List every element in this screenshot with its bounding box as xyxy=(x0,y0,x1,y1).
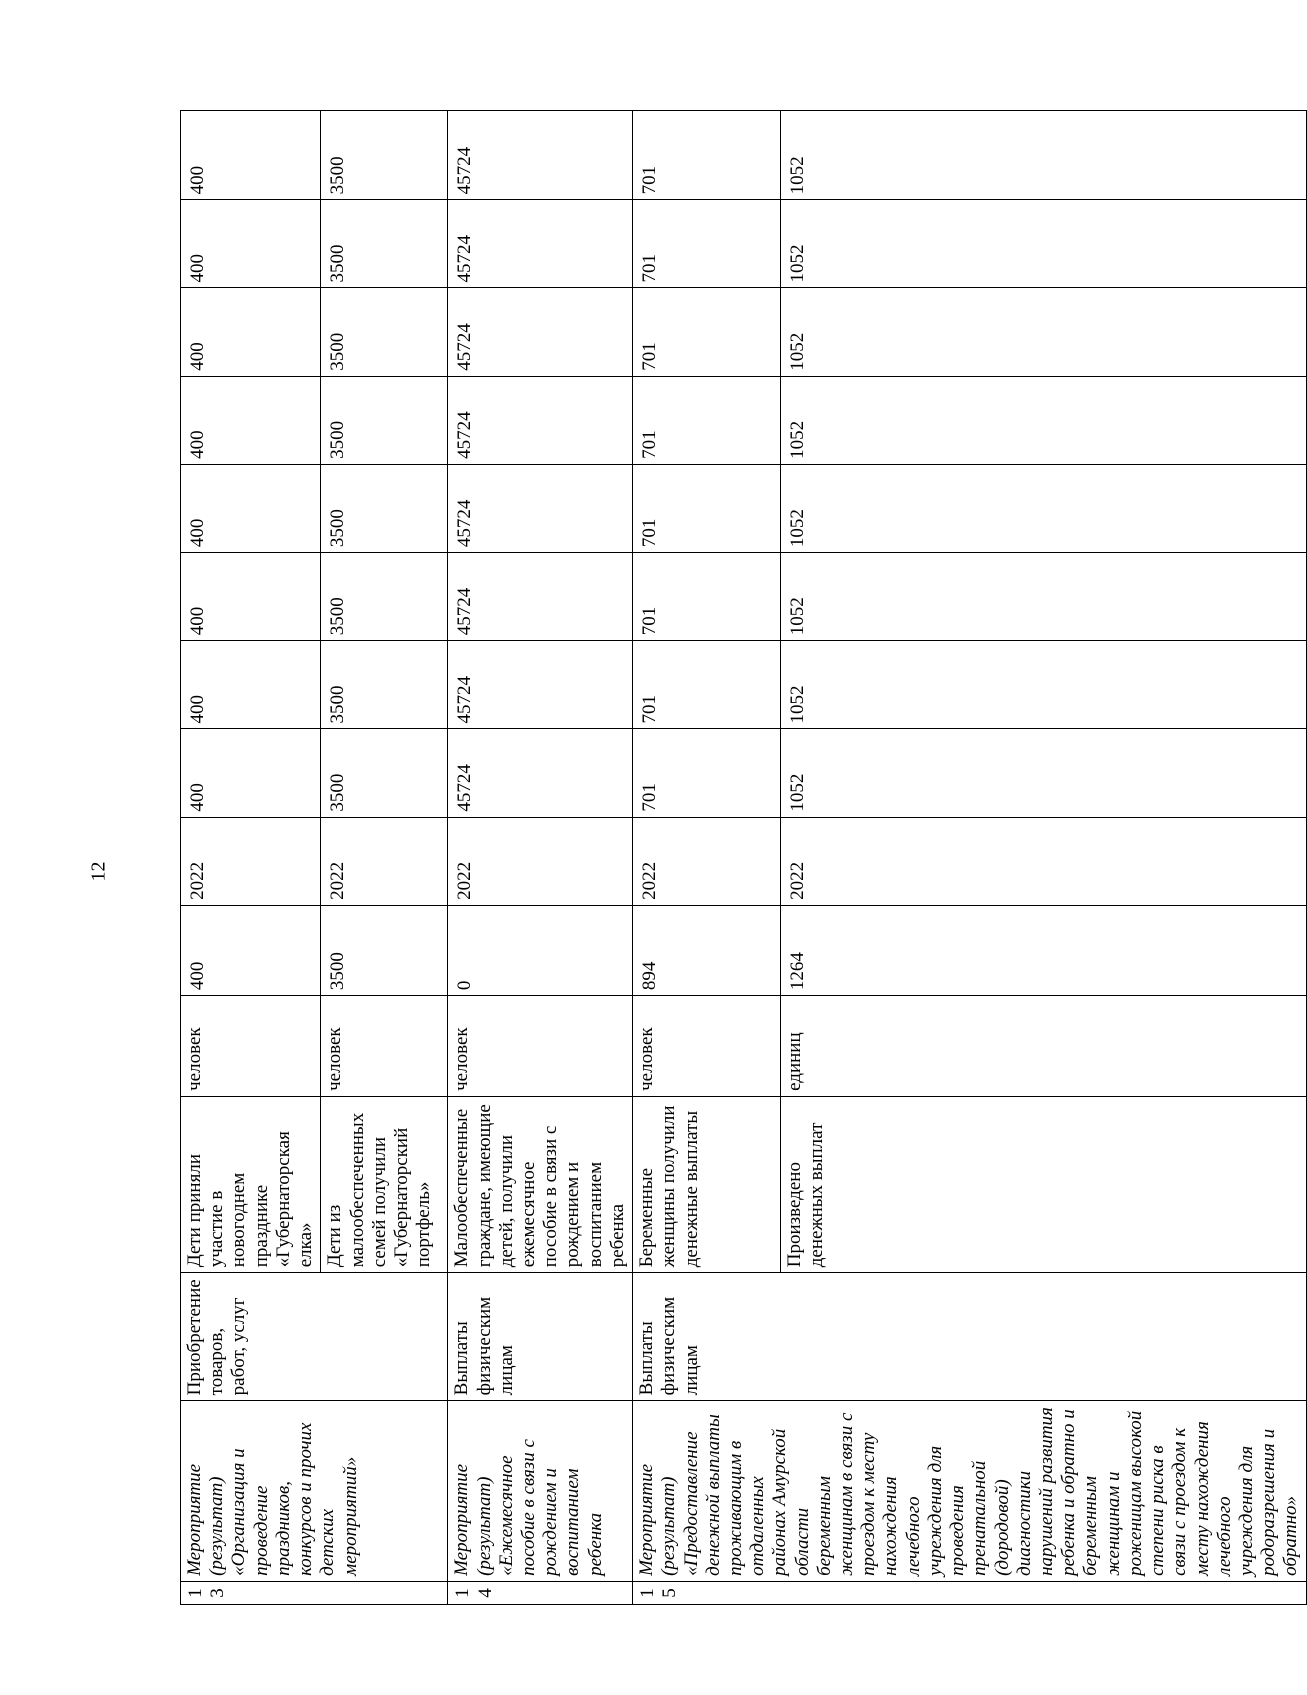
unit-cell: человек xyxy=(448,996,633,1097)
value-cell: 701 xyxy=(633,729,781,817)
indicator-cell: Произведено денежных выплат xyxy=(780,1096,1306,1272)
page-number: 12 xyxy=(87,861,110,882)
indicator-cell: Малообеспеченные граждане, имеющие детей, получили ежемесячное пособие в связи с рождением и воспитанием ребенка xyxy=(448,1096,633,1272)
value-cell: 1052 xyxy=(780,464,1306,552)
value-cell: 3500 xyxy=(321,288,448,376)
value-cell: 45724 xyxy=(448,288,633,376)
value-cell: 400 xyxy=(181,111,321,200)
unit-cell: единиц xyxy=(780,996,1306,1097)
value-cell: 1052 xyxy=(780,111,1306,200)
value-cell: 400 xyxy=(181,376,321,464)
year-cell: 2022 xyxy=(780,817,1306,905)
activity-cell: Мероприятие (результат) «Организация и проведение праздников, конкурсов и прочих детских мероприятий» xyxy=(181,1401,448,1582)
table-body xyxy=(181,111,1307,1605)
unit-cell: человек xyxy=(181,996,321,1097)
type-cell: Выплаты физическим лицам xyxy=(448,1273,633,1401)
base-value-cell: 0 xyxy=(448,905,633,995)
activity-cell: Мероприятие (результат) «Ежемесячное пособие в связи с рождением и воспитанием ребенка xyxy=(448,1401,633,1582)
base-value-cell: 400 xyxy=(181,905,321,995)
value-cell: 1052 xyxy=(780,641,1306,729)
value-cell: 3500 xyxy=(321,376,448,464)
value-cell: 3500 xyxy=(321,553,448,641)
base-value-cell: 1264 xyxy=(780,905,1306,995)
base-value-cell: 3500 xyxy=(321,905,448,995)
value-cell: 3500 xyxy=(321,641,448,729)
row-number-cell: 14 xyxy=(448,1581,633,1604)
value-cell: 701 xyxy=(633,641,781,729)
table-row xyxy=(181,111,321,1605)
value-cell: 701 xyxy=(633,376,781,464)
row-number-cell: 13 xyxy=(181,1581,448,1604)
year-cell: 2022 xyxy=(633,817,781,905)
year-cell: 2022 xyxy=(181,817,321,905)
value-cell: 701 xyxy=(633,111,781,200)
value-cell: 701 xyxy=(633,553,781,641)
rotated-table-wrapper xyxy=(180,110,1302,1605)
value-cell: 45724 xyxy=(448,200,633,288)
value-cell: 1052 xyxy=(780,200,1306,288)
year-cell: 2022 xyxy=(448,817,633,905)
year-cell: 2022 xyxy=(321,817,448,905)
value-cell: 1052 xyxy=(780,376,1306,464)
value-cell: 1052 xyxy=(780,553,1306,641)
value-cell: 1052 xyxy=(780,288,1306,376)
value-cell: 3500 xyxy=(321,111,448,200)
value-cell: 45724 xyxy=(448,641,633,729)
value-cell: 400 xyxy=(181,200,321,288)
value-cell: 45724 xyxy=(448,729,633,817)
value-cell: 400 xyxy=(181,553,321,641)
base-value-cell: 894 xyxy=(633,905,781,995)
value-cell: 45724 xyxy=(448,464,633,552)
value-cell: 400 xyxy=(181,288,321,376)
unit-cell: человек xyxy=(633,996,781,1097)
value-cell: 701 xyxy=(633,288,781,376)
table-row xyxy=(633,111,781,1605)
value-cell: 45724 xyxy=(448,553,633,641)
value-cell: 400 xyxy=(181,641,321,729)
value-cell: 3500 xyxy=(321,464,448,552)
indicator-cell: Дети из малообеспеченных семей получили «Губернаторский портфель» xyxy=(321,1096,448,1272)
value-cell: 1052 xyxy=(780,729,1306,817)
type-cell: Выплаты физическим лицам xyxy=(633,1273,1307,1401)
value-cell: 45724 xyxy=(448,111,633,200)
indicator-cell: Беременные женщины получили денежные выплаты xyxy=(633,1096,781,1272)
unit-cell: человек xyxy=(321,996,448,1097)
value-cell: 701 xyxy=(633,200,781,288)
results-table xyxy=(180,110,1307,1605)
type-cell: Приобретение товаров, работ, услуг xyxy=(181,1273,448,1401)
value-cell: 400 xyxy=(181,729,321,817)
value-cell: 3500 xyxy=(321,200,448,288)
value-cell: 3500 xyxy=(321,729,448,817)
value-cell: 45724 xyxy=(448,376,633,464)
row-number-cell: 15 xyxy=(633,1581,1307,1604)
activity-cell: Мероприятие (результат) «Предоставление денежной выплаты проживающим в отдаленных районах Амурской области беременным женщинам в связи с проездом к месту нахождения лечебного учреждения для проведения пренатальной (дородовой) диагностики нарушений развития ребенка и обратно и беременным женщинам и роженицам высокой степени риска в связи с проездом к месту нахождения лечебного учреждения для родоразрешения и обратно» xyxy=(633,1401,1307,1582)
value-cell: 701 xyxy=(633,464,781,552)
indicator-cell: Дети приняли участие в новогоднем празднике «Губернаторская елка» xyxy=(181,1096,321,1272)
table-row xyxy=(448,111,633,1605)
value-cell: 400 xyxy=(181,464,321,552)
